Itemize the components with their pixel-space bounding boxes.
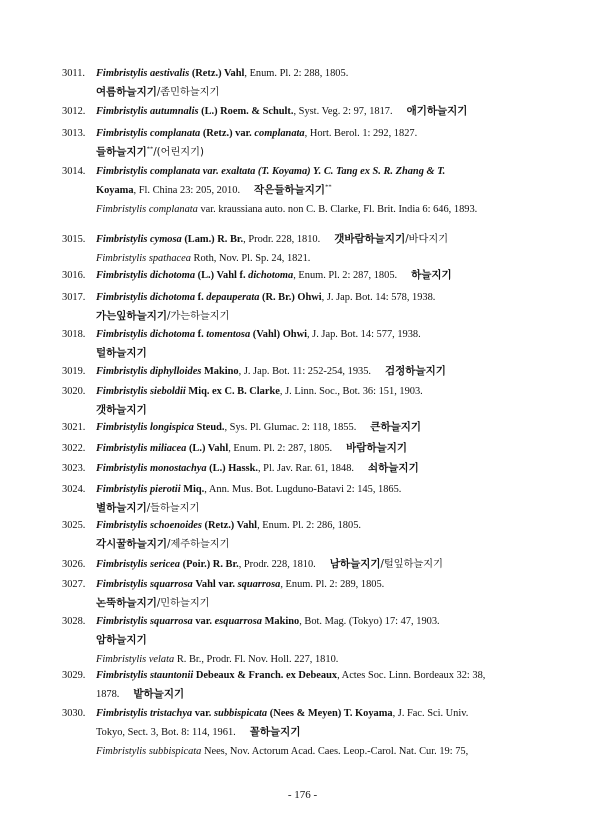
korean-synonym: /(어린지기) <box>153 147 204 158</box>
scientific-name: Fimbristylis stauntonii <box>96 670 194 681</box>
list-item <box>62 418 544 437</box>
korean-name: 별하늘지기 <box>96 502 147 514</box>
korean-synonym: /민하늘지기 <box>156 598 210 609</box>
scientific-name: Fimbristylis longispica <box>96 422 194 433</box>
citation: , Actes Soc. Linn. Bordeaux 32: 38, <box>337 670 486 681</box>
citation: , J. Linn. Soc., Bot. 36: 151, 1903. <box>279 386 423 397</box>
infraspecific-name: dichotoma <box>248 270 294 281</box>
list-item <box>62 288 544 326</box>
korean-name: 갯바람하늘지기 <box>334 233 406 245</box>
citation: , Enum. Pl. 2: 286, 1805. <box>257 520 361 531</box>
korean-name: 들하늘지기 <box>96 146 147 158</box>
entry-number: 3026. <box>62 559 86 570</box>
citation: , Hort. Berol. 1: 292, 1827. <box>304 128 418 139</box>
entry-number: 3023. <box>62 463 86 474</box>
citation: , Prodr. 228, 1810. <box>243 234 321 245</box>
korean-name: 큰하늘지기 <box>370 421 422 433</box>
synonym-name: Fimbristylis velata <box>96 654 175 665</box>
author: (Poir.) R. Br. <box>182 559 239 570</box>
synonym-name: Fimbristylis complanata <box>96 204 198 215</box>
citation: , J. Jap. Bot. 14: 578, 1938. <box>321 292 436 303</box>
citation: , Sys. Pl. Glumac. 2: 118, 1855. <box>224 422 357 433</box>
citation: , Syst. Veg. 2: 97, 1817. <box>293 106 393 117</box>
author-2: (Nees & Meyen) T. Koyama <box>269 708 393 719</box>
author: Miq. <box>183 484 205 495</box>
korean-name: 각시꿀하늘지기 <box>96 538 168 550</box>
author: f. <box>197 292 204 303</box>
synonym-name: Fimbristylis subbispicata <box>96 746 202 757</box>
citation: , Prodr. 228, 1810. <box>238 559 316 570</box>
korean-name: 하늘지기 <box>411 269 452 281</box>
entry-number: 3020. <box>62 386 86 397</box>
synonym-citation: Nees, Nov. Actorum Acad. Caes. Leop.-Carol. Nat. Cur. 19: 75, <box>201 746 469 757</box>
list-item <box>62 555 544 574</box>
synonym-citation: var. kraussiana auto. non C. B. Clarke, Fl. Brit. India 6: 646, 1893. <box>197 204 478 215</box>
entry-number: 3028. <box>62 616 86 627</box>
author: Makino <box>203 366 239 377</box>
korean-synonym: /제주하늘지기 <box>167 539 230 550</box>
scientific-name: Fimbristylis squarrosa <box>96 579 193 590</box>
author: (Lam.) R. Br. <box>184 234 244 245</box>
author: Debeaux & Franch. ex Debeaux <box>195 670 338 681</box>
author: (Retz.) Vahl <box>204 520 258 531</box>
scientific-name: Fimbristylis sericea <box>96 559 180 570</box>
author: var. <box>194 708 212 719</box>
author: (L.) Roem. & Schult. <box>201 106 294 117</box>
entry-number: 3024. <box>62 484 86 495</box>
korean-name: 쇠하늘지기 <box>368 462 419 474</box>
author: Steud. <box>196 422 225 433</box>
author: Miq. ex C. B. Clarke <box>188 386 280 397</box>
scientific-name: Fimbristylis autumnalis <box>96 106 199 117</box>
footnote-mark: ** <box>325 183 332 191</box>
scientific-name: Fimbristylis miliacea <box>96 443 187 454</box>
korean-synonym: /가는하늘지기 <box>167 311 230 322</box>
entry-number: 3029. <box>62 670 86 681</box>
citation: , Pl. Jav. Rar. 61, 1848. <box>257 463 354 474</box>
list-item <box>62 575 544 613</box>
citation: , Ann. Mus. Bot. Lugduno-Batavi 2: 145, 1865. <box>204 484 402 495</box>
scientific-name: Fimbristylis dichotoma <box>96 292 196 303</box>
korean-name: 검정하늘지기 <box>385 365 446 377</box>
list-item <box>62 362 544 381</box>
korean-name: 가는잎하늘지기 <box>96 310 168 322</box>
author: (L.) Vahl f. <box>197 270 246 281</box>
citation: , Enum. Pl. 2: 287, 1805. <box>228 443 333 454</box>
citation: , Bot. Mag. (Tokyo) 17: 47, 1903. <box>299 616 440 627</box>
author: (L.) Hassk. <box>209 463 258 474</box>
scientific-name: Fimbristylis squarrosa <box>96 616 193 627</box>
author: (L.) Vahl <box>188 443 229 454</box>
author: f. <box>197 329 204 340</box>
list-item <box>62 325 544 363</box>
entry-number: 3027. <box>62 579 86 590</box>
entry-number: 3017. <box>62 292 86 303</box>
author: Vahl var. <box>195 579 235 590</box>
author-2: Makino <box>264 616 300 627</box>
scientific-name: Fimbristylis dichotoma <box>96 270 196 281</box>
list-item <box>62 382 544 420</box>
scientific-name: Fimbristylis tristachya <box>96 708 193 719</box>
korean-synonym: /바다지기 <box>405 234 449 245</box>
korean-name: 논뚝하늘지기 <box>96 597 157 609</box>
scientific-name: Fimbristylis pierotii <box>96 484 181 495</box>
entry-number: 3030. <box>62 708 86 719</box>
entry-number: 3011. <box>62 68 85 79</box>
list-item <box>62 439 544 458</box>
list-item <box>62 230 544 268</box>
entry-number: 3018. <box>62 329 86 340</box>
korean-name: 애기하늘지기 <box>406 105 468 117</box>
entry-number: 3014. <box>62 166 86 177</box>
scientific-name: Fimbristylis monostachya <box>96 463 207 474</box>
synonym-citation: R. Br., Prodr. Fl. Nov. Holl. 227, 1810. <box>174 654 339 665</box>
list-item <box>62 102 544 121</box>
scientific-name: Fimbristylis schoenoides <box>96 520 202 531</box>
korean-name: 암하늘지기 <box>96 634 147 646</box>
author-2: (Vahl) Ohwi <box>252 329 307 340</box>
citation: , J. Jap. Bot. 14: 577, 1938. <box>306 329 421 340</box>
entry-number: 3021. <box>62 422 86 433</box>
entry-number: 3025. <box>62 520 86 531</box>
list-item <box>62 704 544 761</box>
citation: , Enum. Pl. 2: 287, 1805. <box>293 270 398 281</box>
korean-synonym: /털잎하늘지기 <box>380 559 443 570</box>
author: var. <box>195 616 212 627</box>
korean-name: 작은들하늘지기 <box>254 184 326 196</box>
scientific-name: Fimbristylis dichotoma <box>96 329 196 340</box>
entry-number: 3016. <box>62 270 86 281</box>
scientific-name: Fimbristylis diphylloides <box>96 366 202 377</box>
korean-name: 여름하늘지기 <box>96 86 157 98</box>
author: Koyama <box>96 185 134 196</box>
list-item <box>62 612 544 669</box>
entry-number: 3012. <box>62 106 86 117</box>
list-item <box>62 459 544 478</box>
author: (Retz.) var. <box>202 128 252 139</box>
infraspecific-name: esquarrosa <box>214 616 262 627</box>
list-item <box>62 64 544 102</box>
list-item <box>62 124 544 162</box>
korean-name: 갯하늘지기 <box>96 404 147 416</box>
citation: , J. Fac. Sci. Univ. <box>392 708 469 719</box>
scientific-name: Fimbristylis cymosa <box>96 234 182 245</box>
list-item <box>62 666 544 704</box>
korean-name: 털하늘지기 <box>96 347 147 359</box>
author: (Retz.) Vahl <box>191 68 245 79</box>
korean-name: 남하늘지기 <box>329 558 381 570</box>
scientific-name: Fimbristylis aestivalis <box>96 68 190 79</box>
synonym-citation: Roth, Nov. Pl. Sp. 24, 1821. <box>190 253 311 264</box>
infraspecific-name: tomentosa <box>206 329 251 340</box>
synonym-name: Fimbristylis spathacea <box>96 253 191 264</box>
list-item <box>62 480 544 518</box>
infraspecific-name: complanata <box>254 128 305 139</box>
infraspecific-name: subbispicata <box>214 708 268 719</box>
entry-number: 3015. <box>62 234 86 245</box>
korean-synonym: /좀민하늘지기 <box>156 87 220 98</box>
korean-synonym: /들하늘지기 <box>146 503 200 514</box>
infraspecific-name: squarrosa <box>237 579 281 590</box>
footnote-mark: ** <box>146 145 154 153</box>
citation: , Enum. Pl. 2: 288, 1805. <box>244 68 349 79</box>
scientific-name: Fimbristylis sieboldii <box>96 386 186 397</box>
korean-name: 꼴하늘지기 <box>249 726 301 738</box>
page-number: - 176 - <box>287 789 318 801</box>
author-2: (R. Br.) Ohwi <box>262 292 322 303</box>
scientific-name: Fimbristylis complanata <box>96 128 201 139</box>
list-item <box>62 516 544 554</box>
korean-name: 밭하늘지기 <box>133 688 185 700</box>
citation-continued: 1878. <box>96 689 120 700</box>
entry-number: 3019. <box>62 366 86 377</box>
infraspecific-name: depauperata <box>206 292 260 303</box>
entry-number: 3013. <box>62 128 86 139</box>
citation: , Fl. China 23: 205, 2010. <box>133 185 241 196</box>
list-item <box>62 266 544 285</box>
list-item <box>62 162 544 219</box>
citation: , Enum. Pl. 2: 289, 1805. <box>280 579 385 590</box>
citation: , J. Jap. Bot. 11: 252-254, 1935. <box>238 366 372 377</box>
citation-continued: Tokyo, Sect. 3, Bot. 8: 114, 1961. <box>96 727 236 738</box>
korean-name: 바람하늘지기 <box>346 442 408 454</box>
scientific-name: Fimbristylis complanata var. exaltata (T. Koyama) Y. C. Tang ex S. R. Zhang & T. <box>96 166 446 177</box>
entry-number: 3022. <box>62 443 86 454</box>
